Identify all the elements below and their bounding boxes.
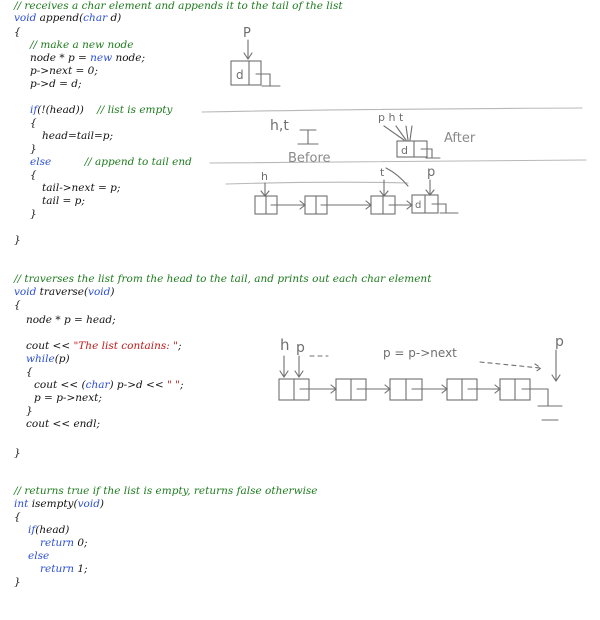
code-text: node * p = head; [26,314,116,326]
code-keyword: else [30,156,52,168]
code-comment: // append to tail end [84,156,192,168]
traverse-link-3 [412,385,447,393]
code-text: (head) [35,524,70,536]
after-label: After [444,131,476,146]
new-node-pointer-label: P [243,26,251,41]
new-node-diagram [231,26,280,86]
code-comment: // returns true if the list is empty, returns false otherwise [14,485,318,497]
code-text: isempty( [31,498,78,510]
code-text: p->next = 0; [30,65,98,77]
traverse-end-pointer-label: p [555,334,564,350]
code-keyword: void [88,286,111,298]
code-keyword: while [26,353,55,365]
code-text: 0; [77,537,88,549]
code-text: { [30,169,37,181]
traverse-link-2 [357,385,390,393]
append-null-symbol [432,204,458,213]
traverse-tail-link [522,389,548,406]
traverse-head-arrow [280,356,288,377]
code-text: append( [39,12,84,24]
empty-list-diagram [270,111,476,166]
new-node-null-link [256,74,270,86]
code-text: p = p->next; [34,392,102,404]
traverse-end-pointer-arrow [552,350,560,381]
code-text: } [30,208,37,220]
append-head-label: h [261,170,268,183]
traverse-cursor-label: p [296,340,305,356]
code-keyword: return [40,563,78,575]
code-keyword: char [83,12,111,24]
code-text: } [30,143,37,155]
code-text: cout << ( [34,379,86,391]
append-new-pointer-arrow [426,180,434,195]
after-pointers-label: p h t [378,111,404,124]
append-link-3 [389,201,412,209]
code-text: ) p->d << [109,379,167,391]
traverse-link-4 [468,385,500,393]
traverse-null-symbol [538,406,562,420]
code-text: 1; [77,563,88,575]
code-text: } [26,405,33,417]
code-keyword: if [30,104,38,116]
code-keyword: new [90,52,116,64]
code-text: node; [115,52,146,64]
traverse-diagram [279,334,564,420]
append-link-1 [271,201,305,209]
code-keyword: void [14,286,40,298]
traverse-step-label: p = p->next [383,346,457,360]
code-keyword: void [77,498,100,510]
code-comment: // list is empty [97,104,173,116]
code-text: { [14,26,21,38]
append-head-arrow [261,183,269,196]
code-text: tail->next = p; [42,182,121,194]
traverse-dash-b [480,362,541,372]
code-text: head=tail=p; [42,130,114,142]
code-string: " " [167,379,180,391]
code-text: (!(head)) [37,104,98,116]
code-text: { [26,366,33,378]
code-text: ; [177,340,182,352]
before-null-symbol [298,130,318,144]
code-keyword: if [28,524,36,536]
before-pointers-label: h,t [270,118,289,134]
new-node-data-label: d [236,68,244,82]
after-pointer-arrows [384,126,412,140]
code-keyword: return [40,537,78,549]
before-label: Before [288,151,331,166]
guide-line-tail [226,182,408,184]
guide-line-else [210,160,586,163]
code-text: d) [110,12,122,24]
traverse-cursor-arrow [295,356,303,377]
code-text: { [14,299,21,311]
code-comment: // receives a char element and appends it to the tail of the list [14,0,343,12]
append-list-diagram [255,165,458,214]
traverse-head-label: h [280,336,290,354]
code-text: ) [99,498,105,510]
code-text: traverse( [39,286,89,298]
append-new-node-data: d [415,200,422,211]
code-keyword: int [14,498,32,510]
code-text: } [14,576,21,588]
code-comment: // traverses the list from the head to the tail, and prints out each char element [14,273,432,285]
code-text: cout << [26,340,74,352]
append-new-pointer-label: p [427,165,436,180]
code-text: (p) [54,353,70,365]
traverse-link-1 [300,385,336,393]
code-text: } [14,447,21,459]
code-text: { [30,117,37,129]
append-tail-label: t [380,166,385,179]
code-text: } [14,234,21,246]
code-text: node * p = [30,52,91,64]
append-link-2 [321,201,371,209]
code-string: "The list contains: " [73,340,178,352]
code-text: { [14,511,21,523]
code-text: tail = p; [42,195,85,207]
code-keyword: char [85,379,110,391]
code-keyword: void [14,12,40,24]
code-text: p->d = d; [30,78,82,90]
code-keyword: else [28,550,50,562]
code-text: cout << endl; [26,418,101,430]
after-node-data-label: d [401,144,408,157]
code-comment: // make a new node [30,39,134,51]
code-text: ; [180,379,184,391]
code-text: ) [110,286,115,298]
